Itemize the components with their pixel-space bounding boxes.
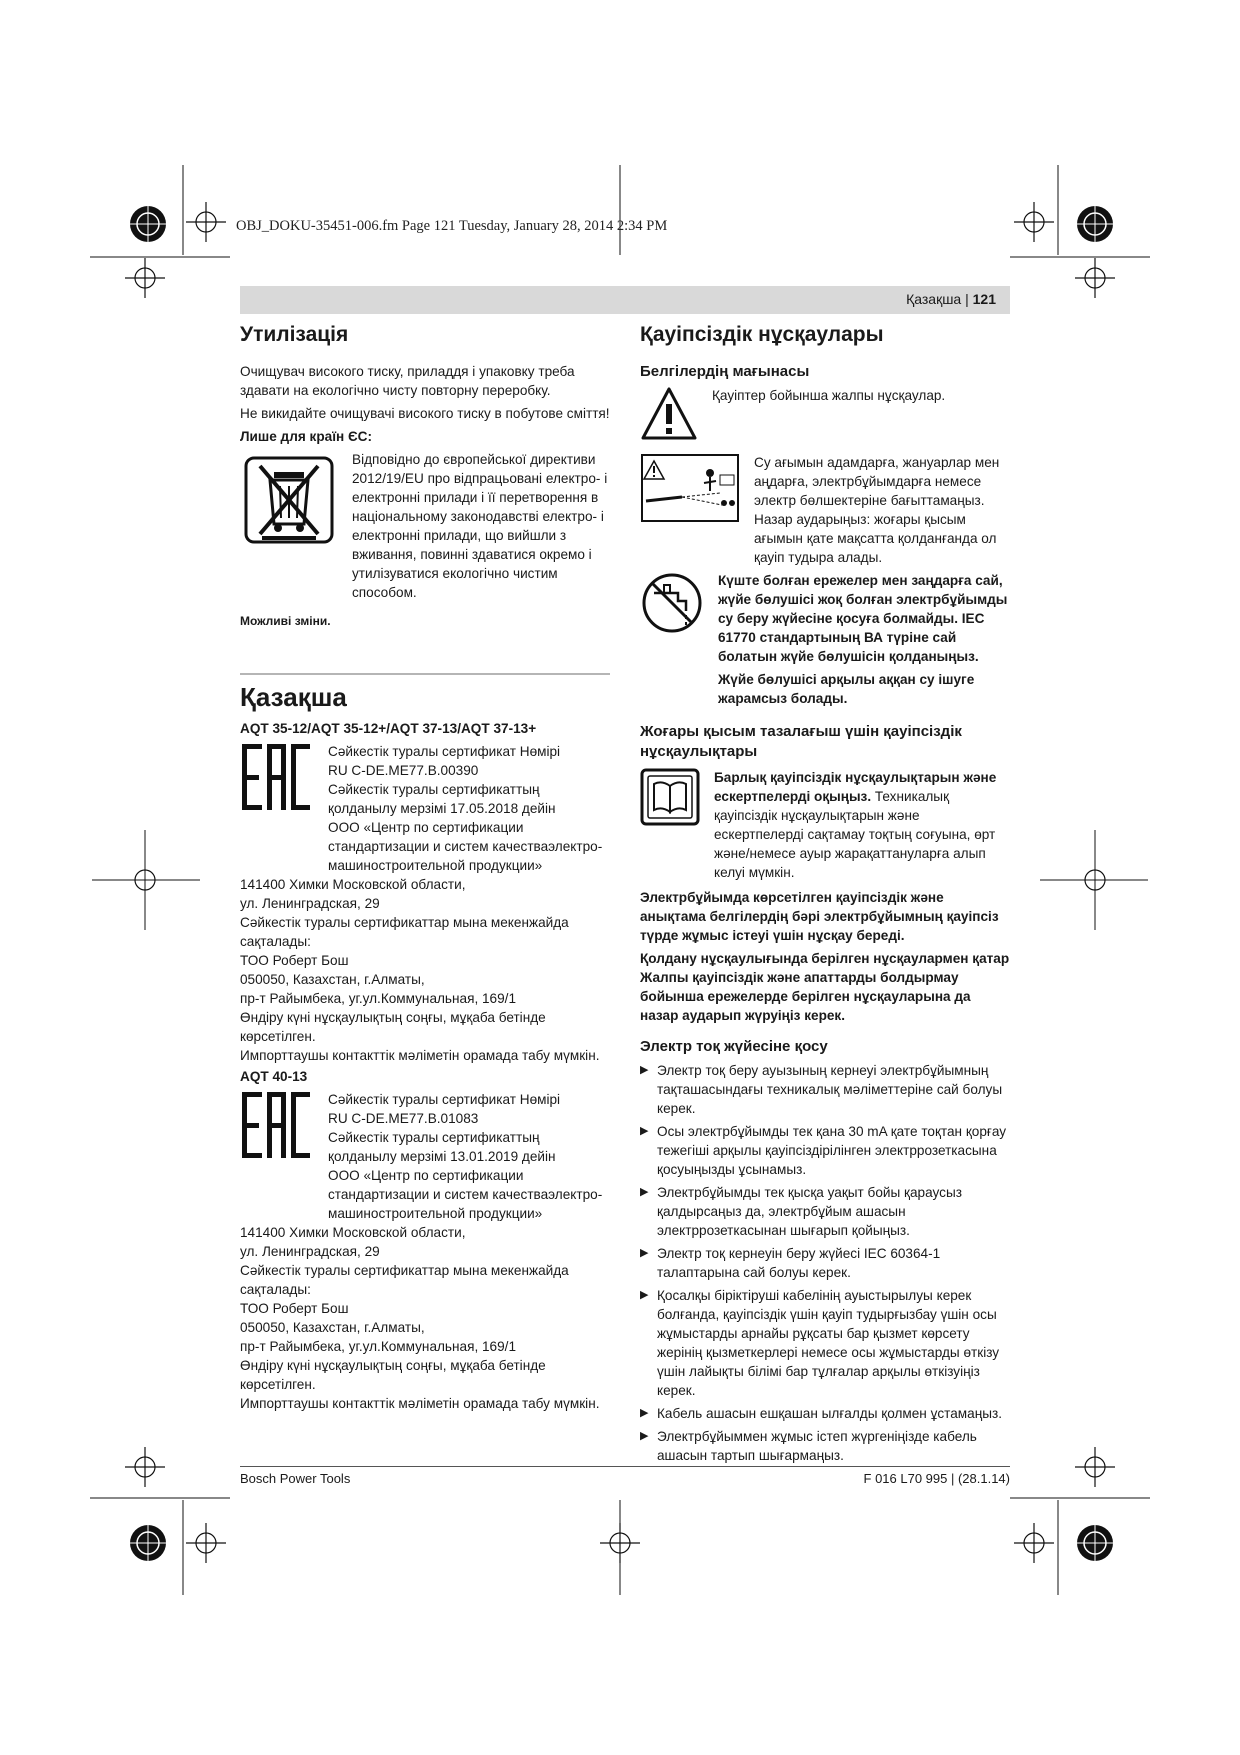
no-drinking-water-connection-icon [640, 571, 706, 640]
cert-line: Сәйкестік туралы сертификат Нөмірі [328, 1092, 561, 1107]
address-line: ул. Ленинградская, 29 [240, 1244, 380, 1259]
bullet-arrow-icon: ▶ [640, 1247, 649, 1259]
address-line: көрсетілген. [240, 1377, 316, 1392]
bullet-arrow-icon: ▶ [640, 1407, 649, 1419]
page-header-bar [240, 286, 1010, 314]
certificate-block-2 [240, 1090, 610, 1223]
list-item [640, 1404, 1010, 1423]
address-line: сақталады: [240, 1282, 311, 1297]
kazakh-title: Қазақша [240, 682, 347, 712]
cert-line: Сәйкестік туралы сертификаттың [328, 1130, 540, 1145]
list-item [640, 1061, 1010, 1118]
file-info: OBJ_DOKU-35451-006.fm Page 121 Tuesday, January 28, 2014 2:34 PM [236, 218, 668, 234]
changes-note: Можливі зміни. [240, 614, 331, 628]
list-item-text: Электрбұйымды тек қысқа уақыт бойы қараусыз қалдырсаңыз да, электрбұйым ашасын электррозеткасынан шығарып қойыңыз. [657, 1185, 962, 1238]
list-item-text: Кабель ашасын ешқашан ылғалды қолмен ұстамаңыз. [657, 1406, 1002, 1421]
cert-line: RU C-DE.ME77.B.01083 [328, 1111, 479, 1126]
address-line: ул. Ленинградская, 29 [240, 896, 380, 911]
right-column [640, 322, 1010, 1469]
general-rules-note: Қолдану нұсқаулығында берілген нұсқаулармен қатар Жалпы қауіпсіздік және апаттарды болдырмау бойынша ережелерде берілген нұсқауларына да назар аударып жүруіңіз керек. [640, 951, 1010, 1023]
cert-line: Сәйкестік туралы сертификаттың [328, 782, 540, 797]
read-instructions-bold: Барлық қауіпсіздік нұсқаулықтарын және ескертпелерді оқыңыз. [714, 770, 997, 804]
crossed-bin-icon [240, 450, 340, 553]
address-line: ТОО Роберт Бош [240, 1301, 349, 1316]
address-line: Өндіру күні нұсқаулықтың соңғы, мұқаба бетінде [240, 1358, 546, 1373]
weee-block [240, 450, 610, 602]
left-column [240, 322, 610, 1413]
address-line: 141400 Химки Московской области, [240, 1225, 466, 1240]
footer-brand: Bosch Power Tools [240, 1471, 351, 1486]
header-section: Қазақша [906, 291, 962, 307]
address-line: 050050, Казахстан, г.Алматы, [240, 972, 425, 987]
bullet-arrow-icon: ▶ [640, 1289, 649, 1301]
water-jet-warning-icon [640, 453, 742, 528]
electrical-bullet-list [640, 1061, 1010, 1465]
eac-mark-icon [240, 742, 312, 817]
certificate-1-lines [328, 742, 602, 875]
cert-line: Сәйкестік туралы сертификат Нөмірі [328, 744, 561, 759]
symbol-general-text: Қауіптер бойынша жалпы нұсқаулар. [712, 388, 946, 403]
read-manual-icon [640, 768, 702, 831]
eac-mark-icon [240, 1090, 312, 1165]
warning-triangle-icon [640, 386, 700, 447]
electrical-connection-title: Электр тоқ жүйесіне қосу [640, 1038, 828, 1055]
cert-line: қолданылу мерзімі 17.05.2018 дейін [328, 801, 556, 816]
address-line: Сәйкестік туралы сертификаттар мына мекенжайда [240, 1263, 569, 1278]
disposal-title: Утилізація [240, 323, 349, 346]
footer-rule [240, 1466, 1010, 1467]
cert-line: стандартизации и систем качестваэлектро- [328, 839, 603, 854]
address-line: Сәйкестік туралы сертификаттар мына мекенжайда [240, 915, 569, 930]
page-number: 121 [972, 291, 996, 307]
disposal-paragraph-2: Не викидайте очищувачі високого тиску в побутове сміття! [240, 406, 610, 421]
weee-text: Відповідно до європейської директиви 2012/19/EU про відпрацьовані електро- і електронні прилади і її перетворення в національному законодавстві електро- і електронні прилади, що вийшли з вживання, повинні здаватися окремо і утилізуватися екологічно чистим способом. [352, 452, 608, 600]
symbols-note: Электрбұйымда көрсетілген қауіпсіздік және анықтама белгілердің бәрі электрбұйымның қауіпсіз түрде жұмыс істеуі үшін нұсқау береді. [640, 890, 999, 943]
symbol-row-jet [640, 453, 1010, 567]
read-instructions-text [714, 768, 1010, 882]
cert-line: машиностроительной продукции» [328, 1206, 543, 1221]
cert-line: стандартизации и систем качестваэлектро- [328, 1187, 603, 1202]
list-item [640, 1183, 1010, 1240]
cert-line: қолданылу мерзімі 13.01.2019 дейін [328, 1149, 556, 1164]
high-pressure-safety-title: Жоғары қысым тазалағыш үшін қауіпсіздік нұсқаулықтары [640, 723, 962, 760]
certificate-block-1 [240, 742, 610, 875]
safety-title: Қауіпсіздік нұсқаулары [640, 323, 884, 346]
address-line: көрсетілген. [240, 1029, 316, 1044]
list-item [640, 1122, 1010, 1179]
models-heading-2: AQT 40-13 [240, 1069, 308, 1084]
models-heading-1: AQT 35-12/AQT 35-12+/AQT 37-13/AQT 37-13+ [240, 721, 537, 736]
symbol-row-water-supply [640, 571, 1010, 708]
symbol-row-general [640, 386, 1010, 447]
bullet-arrow-icon: ▶ [640, 1430, 649, 1442]
running-header: Қазақша | 121 [906, 291, 996, 307]
footer-doc-number: F 016 L70 995 | (28.1.14) [863, 1471, 1010, 1486]
list-item [640, 1427, 1010, 1465]
cert-line: машиностроительной продукции» [328, 858, 543, 873]
symbols-title: Белгілердің мағынасы [640, 363, 810, 380]
address-line: Өндіру күні нұсқаулықтың соңғы, мұқаба бетінде [240, 1010, 546, 1025]
list-item-text: Электр тоқ кернеуін беру жүйесі IEC 60364-1 талаптарына сай болуы керек. [657, 1246, 941, 1280]
address-line: сақталады: [240, 934, 311, 949]
certificate-2-lines [328, 1090, 602, 1223]
list-item [640, 1244, 1010, 1282]
list-item-text: Электр тоқ беру ауызының кернеуі электрбұйымның тақташасындағы техникалық мәліметтеріне сай болуы керек. [657, 1063, 1003, 1116]
cert-line: RU C-DE.ME77.B.00390 [328, 763, 479, 778]
water-not-drinkable: Жүйе бөлушісі арқылы аққан су ішуге жарамсыз болады. [718, 672, 975, 706]
cert-line: ООО «Центр по сертификации [328, 820, 524, 835]
list-item-text: Осы электрбұйымды тек қана 30 mA қате тоқтан қорғау тежегіші арқылы қауіпсіздірілінген электррозеткасына қосуыңызды ұсынамыз. [657, 1124, 1007, 1177]
eu-only-label: Лише для країн ЄС: [240, 429, 373, 444]
symbol-jet-text: Су ағымын адамдарға, жануарлар мен аңдарға, электрбұйымдарға немесе электр бөлшектеріне бағыттамаңыз. Назар аударыңыз: жоғары қысым ағымын қате мақсатта қолданғанда ол қауіп тудыра алады. [754, 455, 1000, 565]
list-item-text: Электрбұйыммен жұмыс істеп жүргеніңізде кабель ашасын тартып шығармаңыз. [657, 1429, 977, 1463]
bullet-arrow-icon: ▶ [640, 1186, 649, 1198]
list-item-text: Қосалқы біріктіруші кабелінің ауыстырылуы керек болғанда, қауіпсіздік үшін қауіп тудырғызбау үшін осы жұмыстарды арнайы рұқсаты бар қызмет көрсету жерінің қызметкерлері немесе осы жұмыстарды өткізу үшін лайықты білімі бар тұлғалар арқылы өткізуіңіз керек. [657, 1288, 1000, 1398]
address-block-1 [240, 875, 610, 1065]
address-line: ТОО Роберт Бош [240, 953, 349, 968]
address-line: Импорттаушы контакттік мәліметін орамада табу мүмкін. [240, 1396, 600, 1411]
disposal-paragraph-1: Очищувач високого тиску, приладдя і упаковку треба здавати на екологічно чисту повторну переробку. [240, 364, 575, 398]
address-line: пр-т Райымбека, уг.ул.Коммунальная, 169/1 [240, 991, 517, 1006]
address-line: Импорттаушы контакттік мәліметін орамада табу мүмкін. [240, 1048, 600, 1063]
read-instructions-row [640, 768, 1010, 882]
water-supply-rule: Күште болған ережелер мен заңдарға сай, жүйе бөлушісі жоқ болған электрбұйымды су беру жүйесіне қосуға болмайды. IEC 61770 стандартының ВА түріне сай болатын жүйе бөлушісін қолданыңыз. [718, 573, 1008, 664]
read-instructions-detail: Техникалық қауіпсіздік нұсқаулықтарын және ескертпелерді сақтамау тоқтың соғуына, өрт және/немесе ауыр жарақаттануларға алып келуі мүмкін. [714, 789, 996, 880]
section-divider [240, 673, 610, 675]
cert-line: ООО «Центр по сертификации [328, 1168, 524, 1183]
bullet-arrow-icon: ▶ [640, 1125, 649, 1137]
address-line: пр-т Райымбека, уг.ул.Коммунальная, 169/1 [240, 1339, 517, 1354]
bullet-arrow-icon: ▶ [640, 1064, 649, 1076]
symbol-water-supply-text [718, 571, 1010, 708]
address-block-2 [240, 1223, 610, 1413]
list-item [640, 1286, 1010, 1400]
address-line: 141400 Химки Московской области, [240, 877, 466, 892]
address-line: 050050, Казахстан, г.Алматы, [240, 1320, 425, 1335]
